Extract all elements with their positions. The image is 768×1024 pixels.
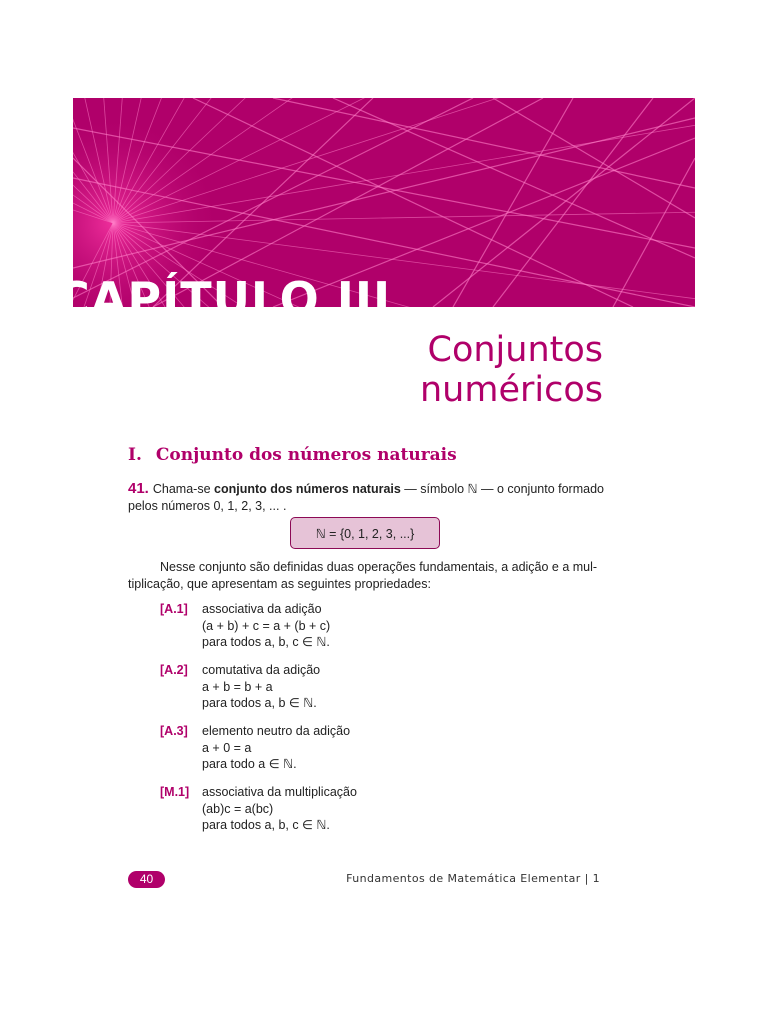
exercise-text-bold: conjunto dos números naturais: [214, 482, 401, 496]
property-formula: a + b = b + a: [202, 679, 273, 694]
chapter-label: CAPÍTULO III: [56, 272, 392, 326]
banner-line: [433, 98, 695, 307]
banner-line: [493, 98, 653, 307]
property-name: comutativa da adição: [202, 663, 321, 677]
property-domain: para todos a, b ∈ ℕ.: [202, 696, 317, 710]
property-label: [A.1]: [160, 602, 188, 616]
page-number-badge: 40: [128, 871, 165, 888]
property-label: [M.1]: [160, 785, 190, 799]
property-label: [A.3]: [160, 724, 188, 738]
exercise-text-after: — símbolo ℕ — o conjunto formado: [400, 482, 604, 496]
property-domain: para todos a, b, c ∈ ℕ.: [202, 635, 330, 649]
formula-box: [290, 517, 440, 549]
property-formula: (a + b) + c = a + (b + c): [202, 618, 331, 633]
banner-line: [273, 98, 695, 188]
banner-line: [333, 98, 695, 258]
chapter-title-line1: Conjuntos: [427, 330, 603, 370]
chapter-title-line2: numéricos: [420, 370, 603, 410]
footer-book-title: Fundamentos de Matemática Elementar | 1: [346, 872, 600, 885]
property-formula: a + 0 = a: [202, 740, 252, 755]
operations-paragraph: [128, 559, 606, 593]
exercise-text-line2: pelos números 0, 1, 2, 3, ... .: [128, 499, 287, 513]
property-name: elemento neutro da adição: [202, 724, 351, 738]
property-domain: para todo a ∈ ℕ.: [202, 757, 297, 771]
property-formula: (ab)c = a(bc): [202, 801, 274, 816]
banner-line: [453, 98, 573, 307]
property-name: associativa da multiplicação: [202, 785, 357, 799]
exercise-text-before: Chama-se: [152, 482, 214, 496]
property-domain: para todos a, b, c ∈ ℕ.: [202, 818, 330, 832]
paragraph-line1: Nesse conjunto são definidas duas operações fundamentais, a adição e a mul-: [160, 560, 598, 574]
formula-text: ℕ = {0, 1, 2, 3, ...}: [315, 526, 415, 541]
section-number: I.: [128, 445, 142, 465]
paragraph-line2: tiplicação, que apresentam as seguintes propriedades:: [128, 577, 431, 591]
property-label: [A.2]: [160, 663, 188, 677]
exercise-41-text: [128, 480, 606, 515]
property-name: associativa da adição: [202, 602, 322, 616]
section-title: Conjunto dos números naturais: [155, 445, 457, 465]
chapter-title: [420, 330, 603, 410]
banner-line: [493, 98, 695, 218]
exercise-number: 41.: [128, 480, 149, 497]
banner-line: [613, 158, 695, 307]
section-heading: [128, 445, 457, 465]
